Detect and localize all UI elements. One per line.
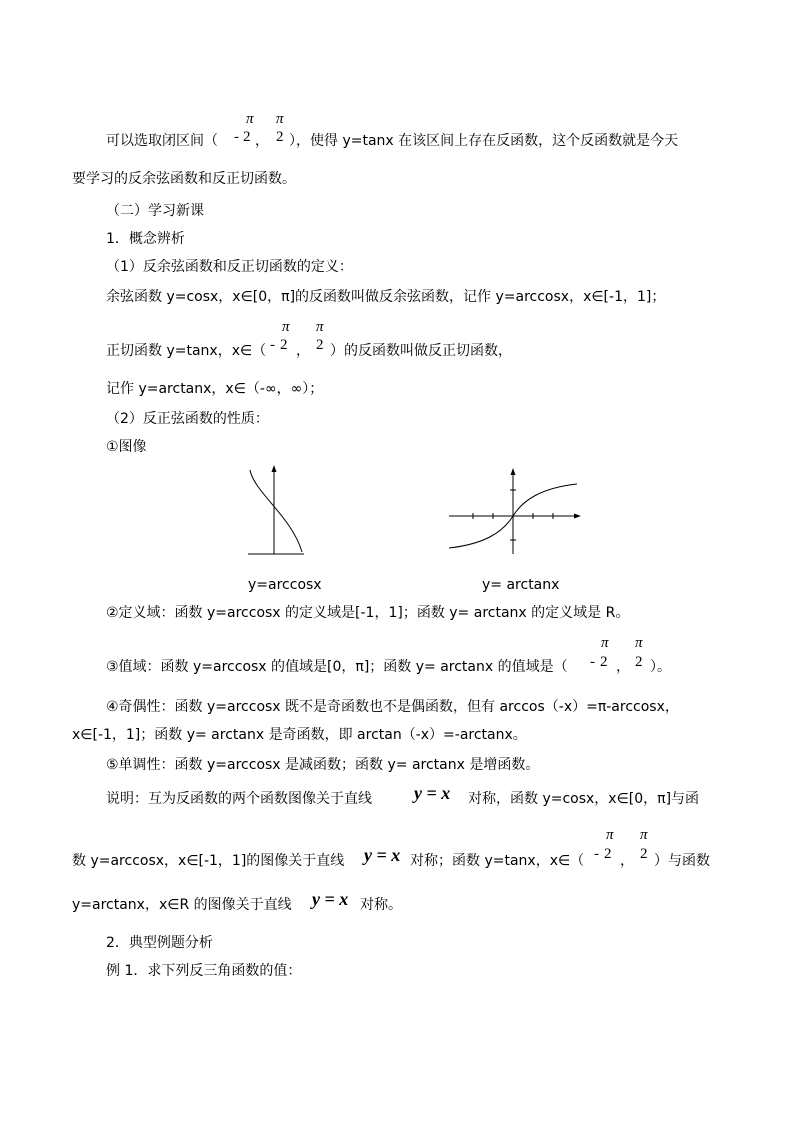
- denominator: 2: [604, 846, 612, 862]
- pi-symbol: π: [316, 319, 324, 335]
- arctan-graph: [445, 462, 585, 562]
- pi-symbol: π: [606, 827, 614, 843]
- note-line-2b: 对称；函数 y=tanx，x∈（: [410, 853, 585, 869]
- paragraph-line-1c: 要学习的反余弦函数和反正切函数。: [72, 171, 296, 187]
- monotonicity-property: ⑤单调性：函数 y=arccosx 是减函数；函数 y= arctanx 是增函数。: [106, 757, 540, 773]
- line-equation-y-equals-x: y = x: [312, 889, 349, 909]
- pi-symbol: π: [601, 635, 609, 651]
- pi-symbol: π: [276, 111, 284, 127]
- section-heading-examples: 2．典型例题分析: [106, 935, 213, 951]
- definition-heading: （1）反余弦函数和反正切函数的定义：: [106, 259, 353, 275]
- arccos-caption: y=arccosx: [248, 577, 322, 593]
- pi-symbol: π: [282, 319, 290, 335]
- denominator: 2: [635, 654, 643, 670]
- minus-sign: -: [234, 129, 239, 145]
- pi-symbol: π: [640, 827, 648, 843]
- pi-symbol: π: [246, 111, 254, 127]
- denominator: 2: [316, 337, 324, 353]
- arctan-notation: 记作 y=arctanx，x∈（-∞，∞）；: [106, 381, 324, 397]
- denominator: 2: [280, 337, 288, 353]
- note-line-1a: 说明：互为反函数的两个函数图像关于直线: [106, 791, 372, 807]
- arccos-graph: [240, 462, 320, 562]
- y-axis-arrow: [272, 465, 277, 472]
- paragraph-line-1a: 可以选取闭区间（: [106, 133, 218, 149]
- note-line-3b: 对称。: [360, 897, 402, 913]
- range-property-b: ）。: [650, 659, 671, 675]
- arccos-definition: 余弦函数 y=cosx，x∈[0，π]的反函数叫做反余弦函数，记作 y=arccosx，x∈[-1，1]；: [106, 289, 666, 305]
- line-equation-y-equals-x: y = x: [414, 783, 451, 803]
- note-line-2a: 数 y=arccosx，x∈[-1，1]的图像关于直线: [72, 853, 345, 869]
- denominator: 2: [243, 129, 251, 145]
- domain-property: ②定义域：函数 y=arccosx 的定义域是[-1，1]；函数 y= arctanx 的定义域是 R。: [106, 605, 630, 621]
- minus-sign: -: [270, 337, 275, 353]
- paragraph-line-1b: ），使得 y=tanx 在该区间上存在反函数，这个反函数就是今天: [289, 133, 679, 149]
- arccos-curve: [250, 470, 302, 552]
- arctan-definition-a: 正切函数 y=tanx，x∈（: [106, 343, 267, 359]
- arctan-definition-b: ）的反函数叫做反正切函数，: [330, 343, 512, 359]
- denominator: 2: [600, 654, 608, 670]
- minus-sign: -: [590, 654, 595, 670]
- section-heading-concepts: 1．概念辨析: [106, 231, 185, 247]
- graph-heading: ①图像: [106, 439, 147, 455]
- parity-property-b: x∈[-1，1]；函数 y= arctanx 是奇函数，即 arctan（-x）=-arctanx。: [72, 727, 527, 743]
- arctan-caption: y= arctanx: [482, 577, 560, 593]
- example-1-prompt: 例 1．求下列反三角函数的值：: [106, 963, 302, 979]
- properties-heading: （2）反正弦函数的性质：: [106, 411, 269, 427]
- parity-property-a: ④奇偶性：函数 y=arccosx 既不是奇函数也不是偶函数，但有 arccos（-x）=π-arccosx，: [106, 699, 679, 715]
- fraction-comma: ，: [620, 853, 634, 869]
- line-equation-y-equals-x: y = x: [364, 845, 401, 865]
- pi-symbol: π: [635, 635, 643, 651]
- note-line-1b: 对称，函数 y=cosx，x∈[0，π]与函: [468, 791, 700, 807]
- fraction-comma: ，: [616, 659, 630, 675]
- x-axis-arrow: [574, 514, 581, 519]
- denominator: 2: [276, 129, 284, 145]
- note-line-3a: y=arctanx，x∈R 的图像关于直线: [72, 897, 292, 913]
- section-heading-learning: （二）学习新课: [106, 203, 204, 219]
- denominator: 2: [640, 846, 648, 862]
- range-property-a: ③值域：函数 y=arccosx 的值域是[0，π]；函数 y= arctanx 的值域是（: [106, 659, 568, 675]
- minus-sign: -: [594, 846, 599, 862]
- fraction-comma: ，: [296, 343, 310, 359]
- fraction-comma: ，: [255, 133, 269, 149]
- note-line-2c: ）与函数: [654, 853, 710, 869]
- y-axis-arrow: [511, 468, 516, 475]
